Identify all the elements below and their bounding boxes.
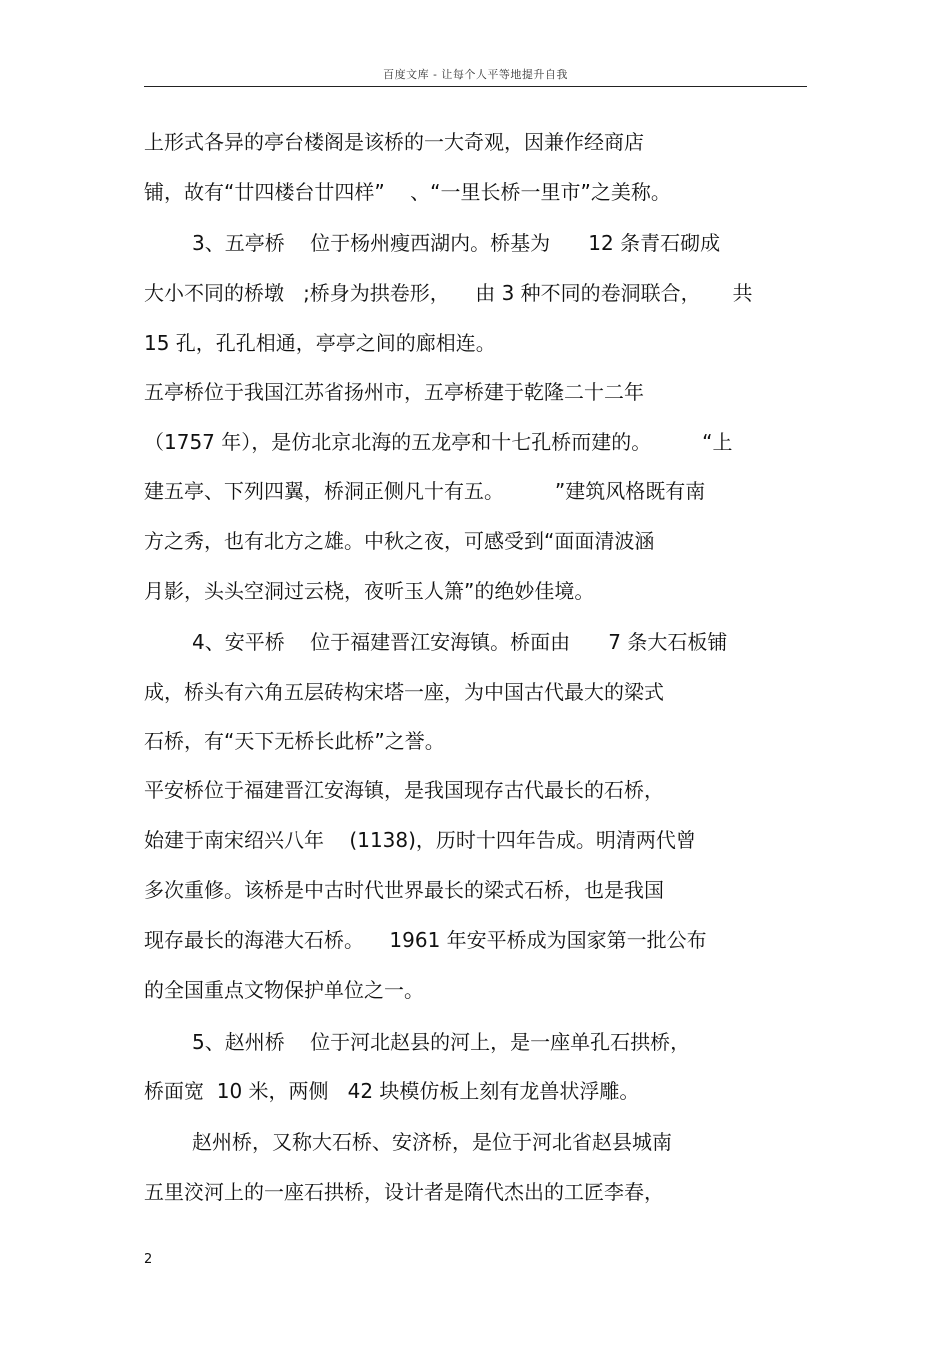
- body-line: 3、五亭桥 位于杨州瘦西湖内。桥基为 12 条青石砌成: [192, 231, 721, 255]
- body-line: 现存最长的海港大石桥。 1961 年安平桥成为国家第一批公布: [144, 928, 707, 952]
- body-line: 始建于南宋绍兴八年 (1138)，历时十四年告成。明清两代曾: [144, 828, 696, 852]
- body-line: 多次重修。该桥是中古时代世界最长的梁式石桥，也是我国: [144, 878, 664, 902]
- page-number: 2: [144, 1252, 153, 1267]
- body-line: 上形式各异的亭台楼阁是该桥的一大奇观，因兼作经商店: [144, 130, 644, 154]
- header-divider: [144, 86, 807, 87]
- body-line: 五亭桥位于我国江苏省扬州市，五亭桥建于乾隆二十二年: [144, 380, 644, 404]
- body-line: 5、赵州桥 位于河北赵县的河上，是一座单孔石拱桥，: [192, 1030, 691, 1054]
- body-line: 方之秀，也有北方之雄。中秋之夜，可感受到“面面清波涵: [144, 529, 655, 553]
- body-line: 成，桥头有六角五层砖构宋塔一座，为中国古代最大的梁式: [144, 680, 664, 704]
- body-line: 赵州桥，又称大石桥、安济桥，是位于河北省赵县城南: [192, 1130, 672, 1154]
- body-line: （1757 年），是仿北京北海的五龙亭和十七孔桥而建的。 “上: [144, 430, 733, 454]
- body-line: 15 孔，孔孔相通，亭亭之间的廊相连。: [144, 331, 496, 355]
- body-line: 大小不同的桥墩 ;桥身为拱卷形， 由 3 种不同的卷洞联合， 共: [144, 281, 753, 305]
- body-line: 的全国重点文物保护单位之一。: [144, 978, 424, 1002]
- body-line: 平安桥位于福建晋江安海镇，是我国现存古代最长的石桥，: [144, 778, 664, 802]
- page-header: 百度文库 - 让每个人平等地提升自我: [383, 68, 568, 81]
- body-line: 石桥，有“天下无桥长此桥”之誉。: [144, 729, 445, 753]
- body-line: 铺，故有“廿四楼台廿四样” 、“一里长桥一里市”之美称。: [144, 180, 671, 204]
- body-line: 桥面宽 10 米，两侧 42 块模仿板上刻有龙兽状浮雕。: [144, 1079, 640, 1103]
- body-line: 五里洨河上的一座石拱桥，设计者是隋代杰出的工匠李春，: [144, 1180, 664, 1204]
- body-line: 月影，头头空洞过云桡，夜听玉人箫”的绝妙佳境。: [144, 579, 595, 603]
- body-line: 4、安平桥 位于福建晋江安海镇。桥面由 7 条大石板铺: [192, 630, 728, 654]
- body-line: 建五亭、下列四翼，桥洞正侧凡十有五。 ”建筑风格既有南: [144, 479, 706, 503]
